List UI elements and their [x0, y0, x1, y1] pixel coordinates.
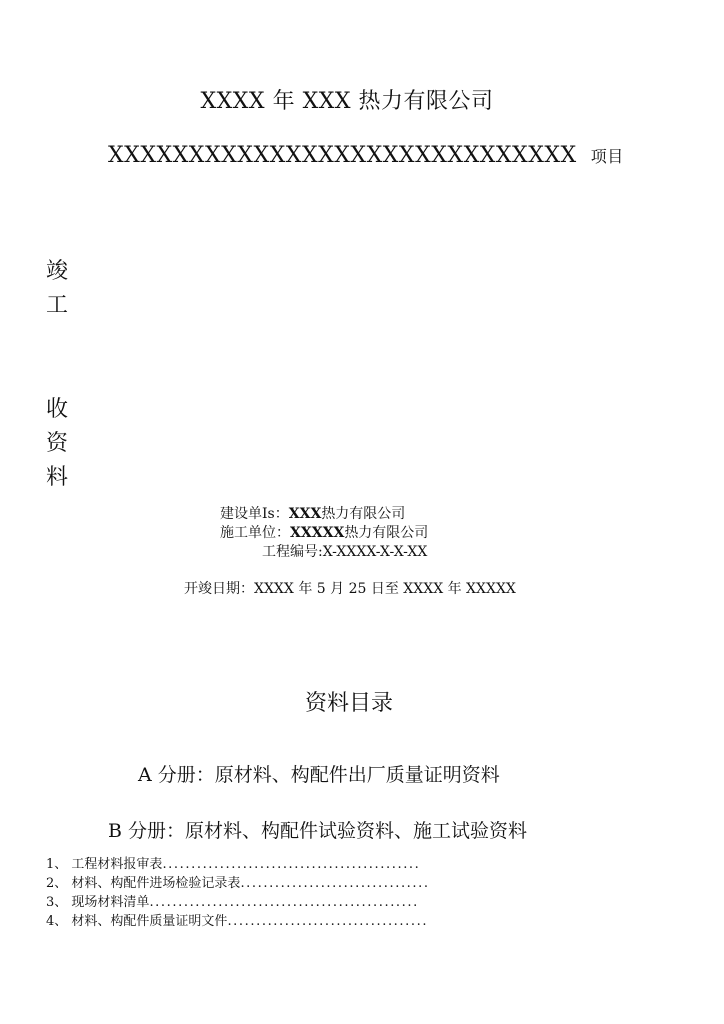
toc-leader-dots: ...................................	[227, 914, 429, 929]
contractor-value: XXXXX	[290, 525, 345, 541]
construction-unit-value: XXX	[288, 506, 322, 522]
toc-item-number: 1、	[46, 857, 68, 872]
contractor-rest: 热力有限公司	[344, 525, 429, 541]
toc-leader-dots: ...............................................	[149, 895, 419, 910]
toc-item	[46, 874, 430, 893]
toc-title: 资料目录	[304, 691, 393, 716]
toc-item-text: 材料、构配件质量证明文件	[71, 914, 228, 929]
vertical-char: 料	[46, 465, 69, 490]
contractor-line	[220, 523, 428, 544]
project-suffix: 项目	[590, 147, 624, 166]
toc-item-number: 2、	[46, 876, 68, 891]
construction-unit-line	[220, 504, 405, 525]
project-number-value: X-XXXX-X-X-XX	[322, 544, 428, 560]
vertical-char: 工	[46, 293, 69, 318]
toc-list	[46, 855, 430, 931]
toc-item-number: 3、	[46, 895, 68, 910]
vertical-char: 收	[46, 397, 69, 422]
vertical-title-part2	[46, 393, 76, 495]
contractor-label: 施工单位：	[220, 525, 290, 541]
toc-item	[46, 893, 430, 912]
book-a-heading: A 分册：原材料、构配件出厂质量证明资料	[138, 764, 500, 786]
toc-leader-dots: .................................	[240, 876, 430, 891]
company-title: XXXX 年 XXX 热力有限公司	[200, 89, 494, 114]
construction-unit-rest: 热力有限公司	[321, 506, 406, 522]
vertical-title-part1	[46, 255, 76, 323]
toc-leader-dots: .............................................	[162, 857, 421, 872]
project-name: XXXXXXXXXXXXXXXXXXXXXXXXXXXXX	[108, 143, 577, 168]
vertical-char: 竣	[46, 259, 69, 284]
dates-line: 开竣日期：XXXX 年 5 月 25 日至 XXXX 年 XXXXX	[184, 581, 516, 597]
vertical-char: 资	[46, 431, 69, 456]
toc-item	[46, 912, 430, 931]
project-number-label: 工程编号:	[262, 544, 323, 560]
toc-item-text: 工程材料报审表	[71, 857, 163, 872]
book-b-heading: B 分册：原材料、构配件试验资料、施工试验资料	[108, 820, 528, 842]
project-number-line	[262, 542, 427, 563]
construction-unit-label: 建设单Is：	[220, 506, 289, 522]
toc-item-text: 材料、构配件进场检验记录表	[71, 876, 241, 891]
toc-item-number: 4、	[46, 914, 68, 929]
project-title	[108, 143, 624, 168]
toc-item	[46, 855, 430, 874]
toc-item-text: 现场材料清单	[71, 895, 150, 910]
